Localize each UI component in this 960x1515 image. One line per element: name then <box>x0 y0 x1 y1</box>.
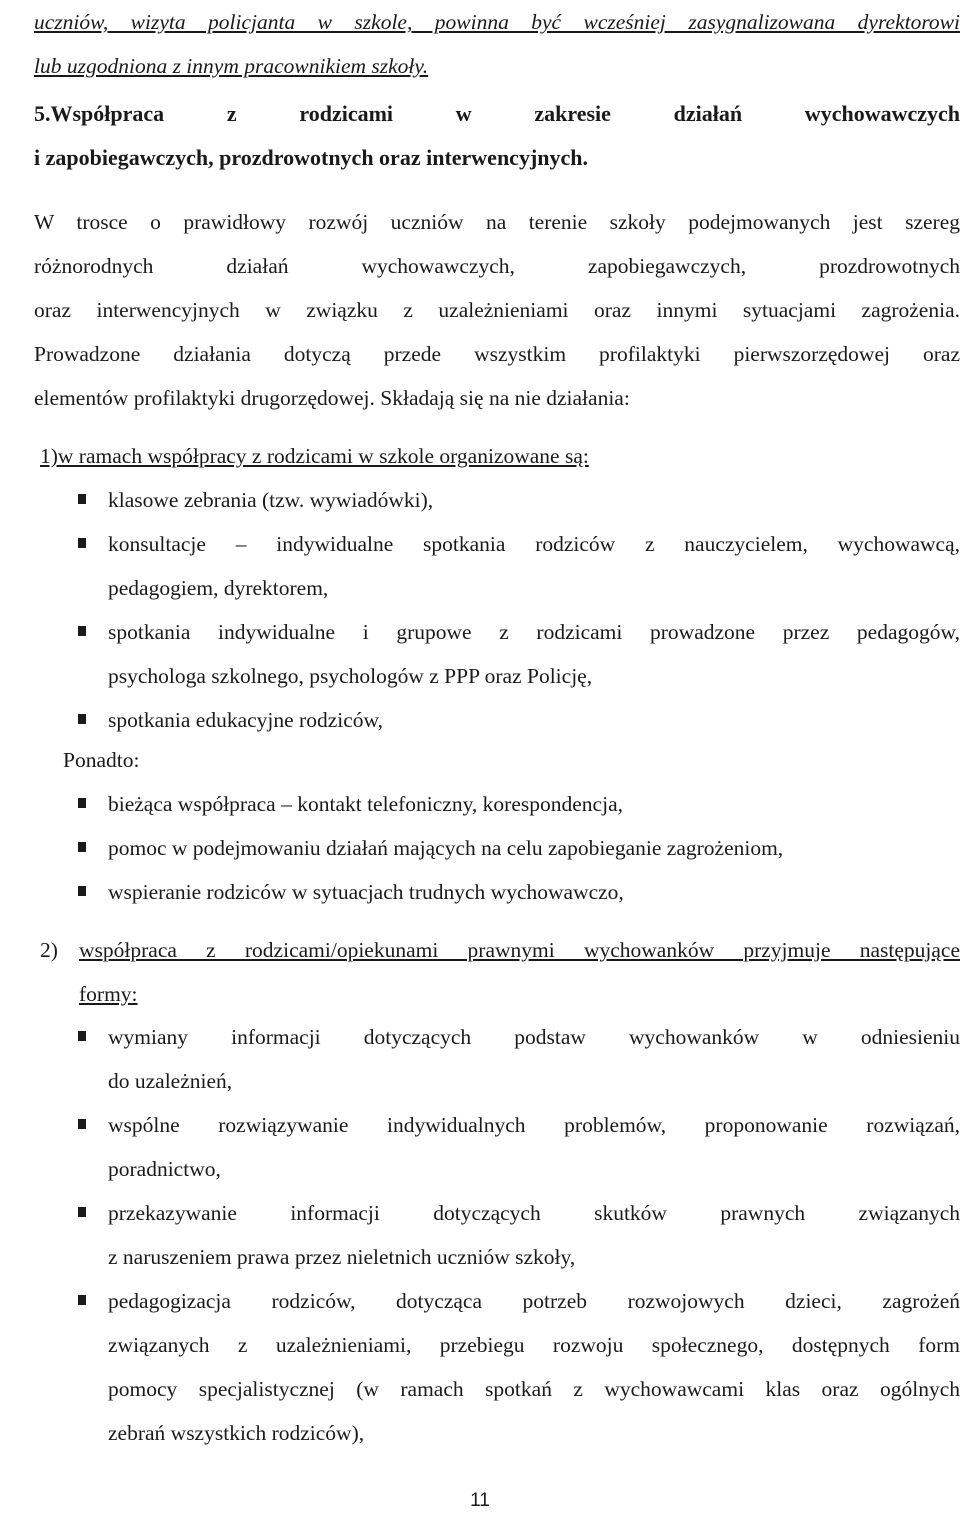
list-item-line: psychologa szkolnego, psychologów z PPP oraz Policję, <box>108 664 593 688</box>
top-note-line: uczniów, wizyta policjanta w szkole, powinna być wcześniej zasygnalizowana dyrektorowi <box>34 10 960 34</box>
square-bullet-icon <box>78 842 86 852</box>
square-bullet-icon <box>78 1031 86 1041</box>
list-item <box>78 522 960 610</box>
section-2-list <box>78 1015 960 1455</box>
section-heading <box>34 92 960 180</box>
list-item-line: spotkania edukacyjne rodziców, <box>108 708 384 732</box>
list-item <box>78 1191 960 1279</box>
list-item-line: bieżąca współpraca – kontakt telefoniczny, korespondencja, <box>108 792 623 816</box>
list-item-line: zebrań wszystkich rodziców), <box>108 1421 365 1445</box>
list-item <box>78 870 960 914</box>
list-item <box>78 1015 960 1103</box>
list-item-line: pomoc w podejmowaniu działań mających na celu zapobieganie zagrożeniom, <box>108 836 784 860</box>
square-bullet-icon <box>78 494 86 504</box>
section-1-title: 1)w ramach współpracy z rodzicami w szkole organizowane są: <box>40 444 589 468</box>
top-note <box>34 0 960 88</box>
section-2-title-text <box>79 928 960 1016</box>
square-bullet-icon <box>78 1295 86 1305</box>
intro-paragraph <box>34 200 960 420</box>
list-item-line: do uzależnień, <box>108 1069 233 1093</box>
list-item <box>78 478 960 522</box>
list-item <box>78 1279 960 1455</box>
ponadto-list <box>78 782 960 914</box>
title-line: formy: <box>79 982 138 1006</box>
list-item-line: pedagogizacja rodziców, dotycząca potrzeb rozwojowych dzieci, zagrożeń <box>108 1289 960 1313</box>
list-item-line: wspólne rozwiązywanie indywidualnych problemów, proponowanie rozwiązań, <box>108 1113 960 1137</box>
square-bullet-icon <box>78 798 86 808</box>
heading-line: i zapobiegawczych, prozdrowotnych oraz interwencyjnych. <box>34 145 589 170</box>
title-line: współpraca z rodzicami/opiekunami prawnymi wychowanków przyjmuje następujące <box>79 938 960 962</box>
list-item-line: poradnictwo, <box>108 1157 221 1181</box>
paragraph-line: elementów profilaktyki drugorzędowej. Składają się na nie działania: <box>34 386 630 410</box>
list-item <box>78 698 960 742</box>
list-item-line: z naruszeniem prawa przez nieletnich uczniów szkoły, <box>108 1245 576 1269</box>
page-number: 11 <box>470 1490 490 1511</box>
list-item-line: konsultacje – indywidualne spotkania rodziców z nauczycielem, wychowawcą, <box>108 532 960 556</box>
heading-line: 5.Współpraca z rodzicami w zakresie działań wychowawczych <box>34 101 960 126</box>
paragraph-line: oraz interwencyjnych w związku z uzależnieniami oraz innymi sytuacjami zagrożenia. <box>34 298 960 322</box>
list-item-line: klasowe zebrania (tzw. wywiadówki), <box>108 488 434 512</box>
list-item <box>78 1103 960 1191</box>
paragraph-line: różnorodnych działań wychowawczych, zapobiegawczych, prozdrowotnych <box>34 254 960 278</box>
square-bullet-icon <box>78 886 86 896</box>
list-item-line: wspieranie rodziców w sytuacjach trudnych wychowawczo, <box>108 880 624 904</box>
paragraph-line: Prowadzone działania dotyczą przede wszystkim profilaktyki pierwszorzędowej oraz <box>34 342 960 366</box>
list-item-line: pomocy specjalistycznej (w ramach spotkań z wychowawcami klas oraz ogólnych <box>108 1377 960 1401</box>
ponadto-label: Ponadto: <box>63 748 140 772</box>
list-item-line: spotkania indywidualne i grupowe z rodzicami prowadzone przez pedagogów, <box>108 620 960 644</box>
paragraph-line: W trosce o prawidłowy rozwój uczniów na terenie szkoły podejmowanych jest szereg <box>34 210 960 234</box>
list-item-line: związanych z uzależnieniami, przebiegu rozwoju społecznego, dostępnych form <box>108 1333 960 1357</box>
list-item <box>78 782 960 826</box>
square-bullet-icon <box>78 714 86 724</box>
section-1-list <box>78 478 960 742</box>
list-item <box>78 610 960 698</box>
top-note-line: lub uzgodniona z innym pracownikiem szkoły. <box>34 54 429 78</box>
list-item-line: pedagogiem, dyrektorem, <box>108 576 329 600</box>
list-item-line: wymiany informacji dotyczących podstaw wychowanków w odniesieniu <box>108 1025 960 1049</box>
square-bullet-icon <box>78 538 86 548</box>
square-bullet-icon <box>78 1207 86 1217</box>
list-item <box>78 826 960 870</box>
square-bullet-icon <box>78 626 86 636</box>
square-bullet-icon <box>78 1119 86 1129</box>
list-item-line: przekazywanie informacji dotyczących skutków prawnych związanych <box>108 1201 960 1225</box>
section-2-number: 2) <box>40 938 58 962</box>
